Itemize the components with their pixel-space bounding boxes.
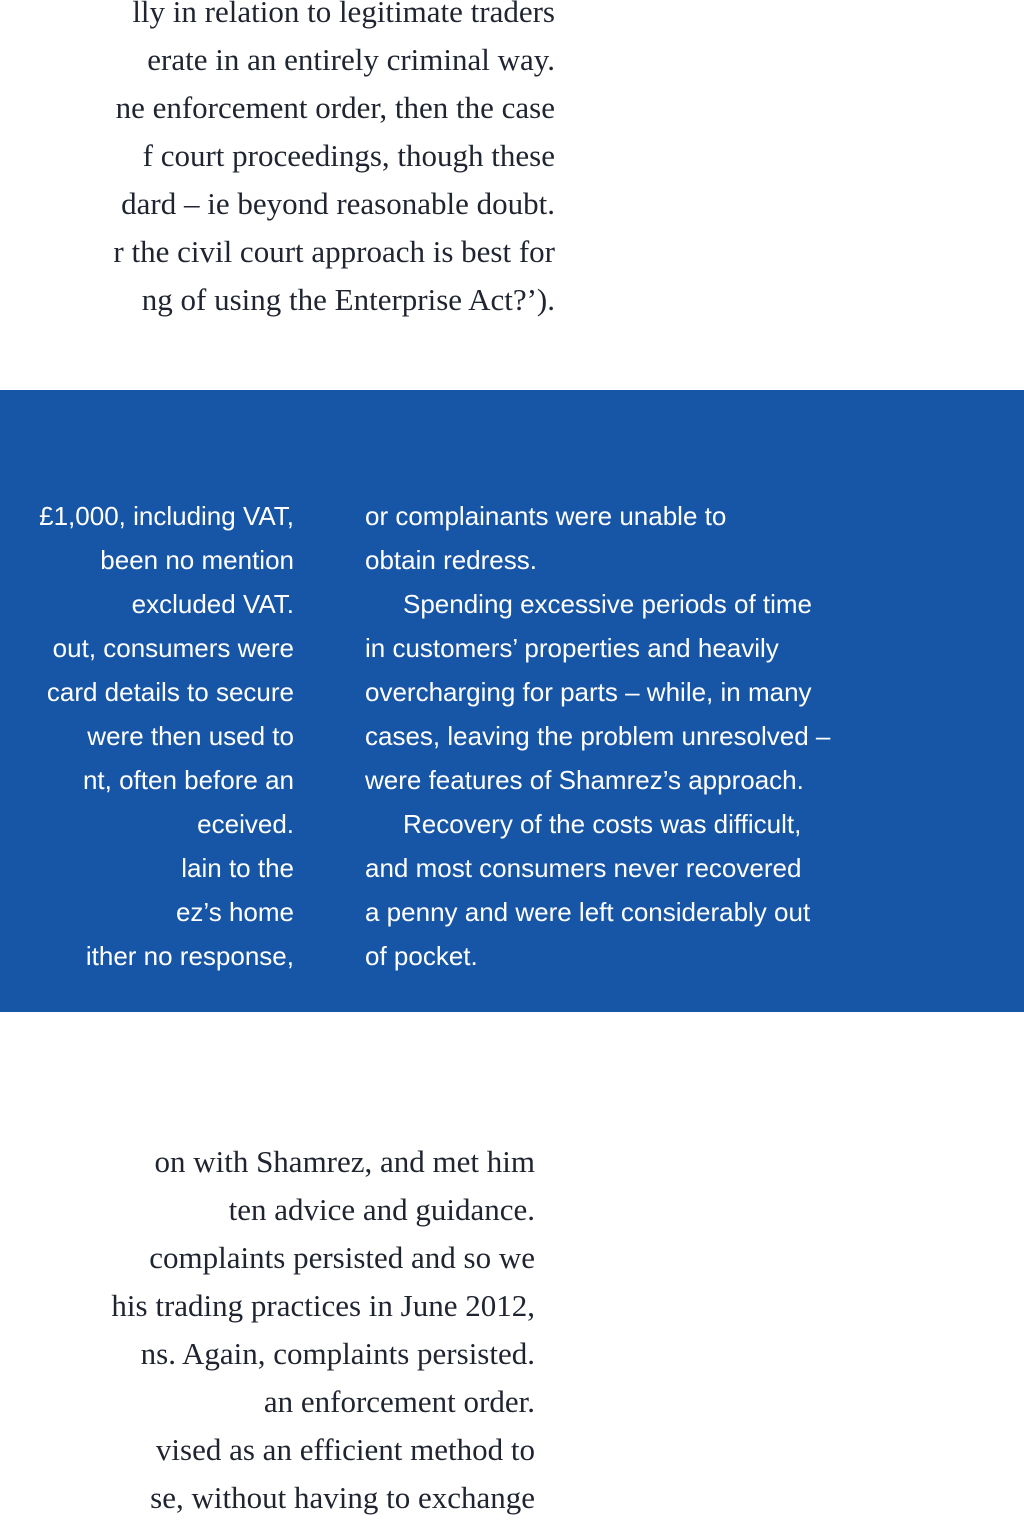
text-line: se, without having to exchange bbox=[150, 1480, 535, 1515]
text-line: on with Shamrez, and met him bbox=[154, 1144, 535, 1179]
text-line: erate in an entirely criminal way. bbox=[147, 42, 555, 77]
text-line: or complainants were unable to bbox=[365, 501, 727, 531]
text-line: Spending excessive periods of time bbox=[403, 589, 813, 619]
text-line: vised as an efficient method to bbox=[155, 1432, 535, 1467]
text-line: out, consumers were bbox=[52, 633, 294, 663]
text-line: dard – ie beyond reasonable doubt. bbox=[121, 186, 555, 221]
text-line: complaints persisted and so we bbox=[149, 1240, 535, 1275]
text-line: been no mention bbox=[100, 545, 294, 575]
text-line: lly in relation to legitimate traders bbox=[132, 0, 555, 29]
text-line: and most consumers never recovered bbox=[365, 853, 802, 883]
case-study-left-column bbox=[0, 494, 300, 978]
text-line: cases, leaving the problem unresolved – bbox=[365, 721, 831, 751]
text-line: nt, often before an bbox=[82, 765, 294, 795]
text-line: overcharging for parts – while, in many bbox=[365, 677, 812, 707]
text-line: were then used to bbox=[87, 721, 294, 751]
text-line: card details to secure bbox=[46, 677, 294, 707]
text-line: Recovery of the costs was difficult, bbox=[403, 809, 802, 839]
text-line: an enforcement order. bbox=[263, 1384, 535, 1419]
text-line: a penny and were left considerably out bbox=[365, 897, 811, 927]
text-line: f court proceedings, though these bbox=[142, 138, 555, 173]
text-line: r the civil court approach is best for bbox=[113, 234, 555, 269]
text-line: ns. Again, complaints persisted. bbox=[140, 1336, 535, 1371]
case-study-right-column bbox=[365, 494, 1005, 978]
text-line: eceived. bbox=[197, 809, 294, 839]
text-line: ten advice and guidance. bbox=[228, 1192, 535, 1227]
text-line: ng of using the Enterprise Act?’). bbox=[141, 282, 555, 317]
text-line: ne enforcement order, then the case bbox=[115, 90, 555, 125]
text-line: of pocket. bbox=[365, 941, 478, 971]
text-line: were features of Shamrez’s approach. bbox=[365, 765, 804, 795]
text-line: excluded VAT. bbox=[131, 589, 294, 619]
text-line: ez’s home bbox=[175, 897, 294, 927]
text-line: lain to the bbox=[181, 853, 294, 883]
text-line: his trading practices in June 2012, bbox=[111, 1288, 535, 1323]
text-line: £1,000, including VAT, bbox=[39, 501, 294, 531]
body-text-bottom bbox=[0, 1138, 535, 1522]
body-text-top bbox=[0, 0, 555, 324]
text-line: obtain redress. bbox=[365, 545, 537, 575]
text-line: in customers’ properties and heavily bbox=[365, 633, 779, 663]
text-line: ither no response, bbox=[85, 941, 294, 971]
